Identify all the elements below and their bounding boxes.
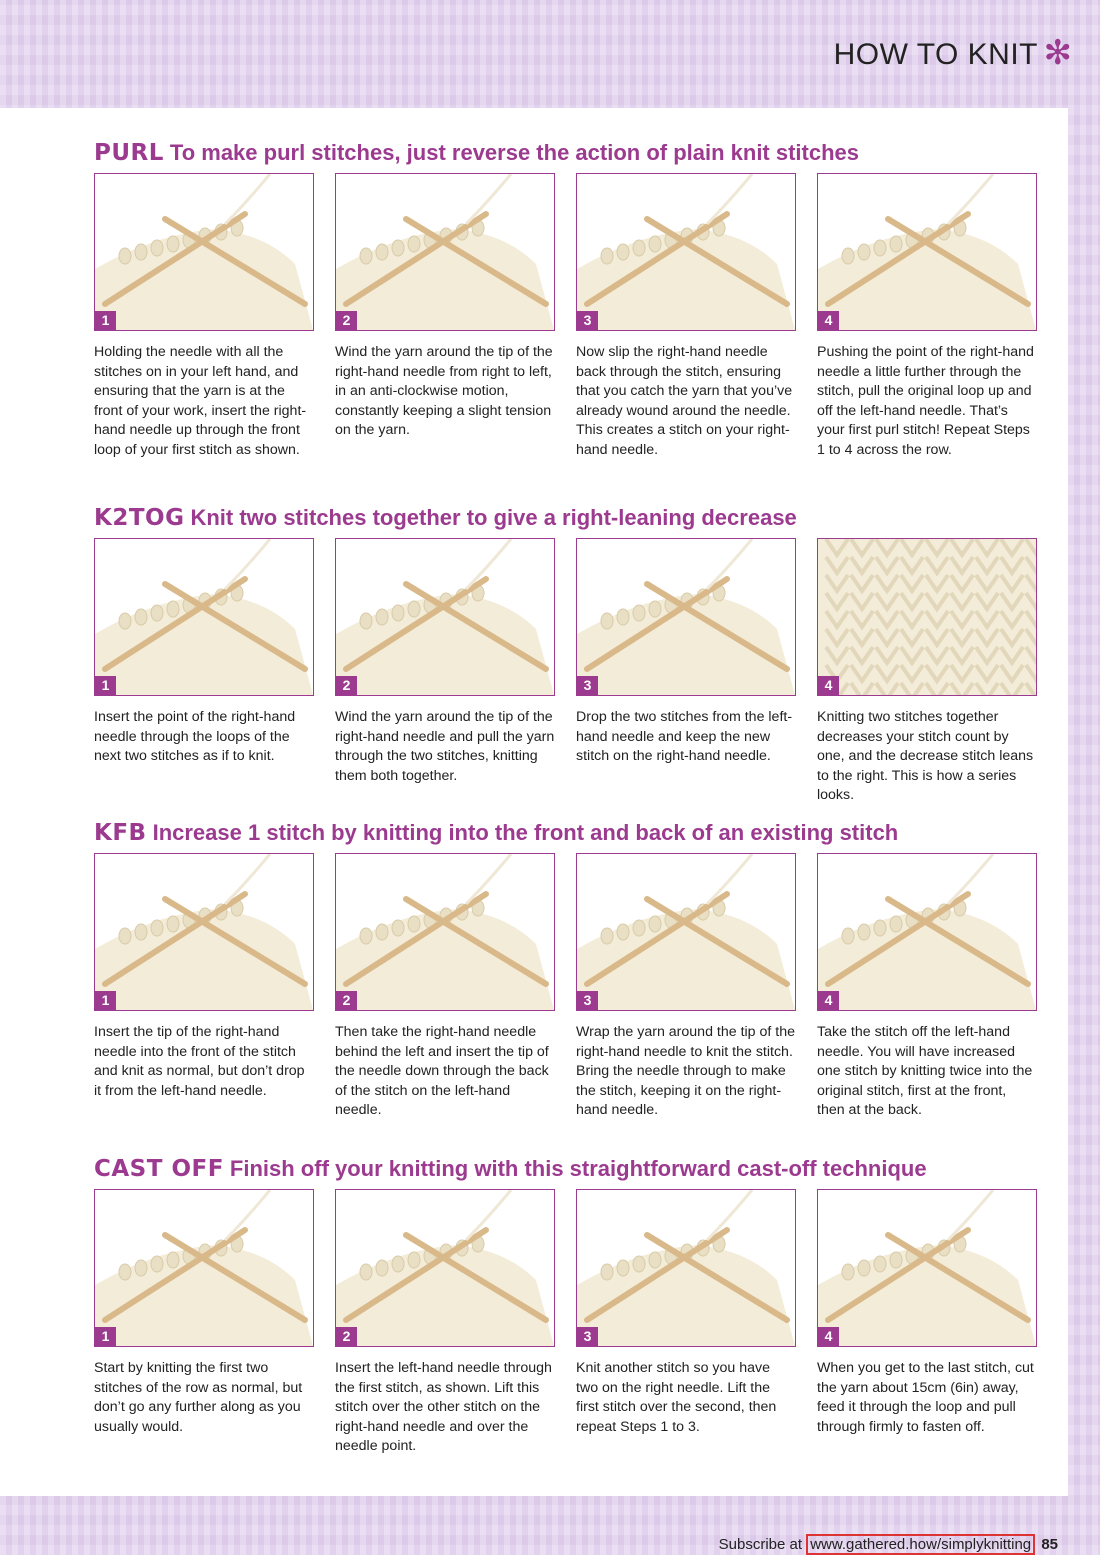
step-number-badge: 1	[95, 1327, 116, 1346]
step-card	[576, 538, 796, 767]
section-title	[94, 819, 1044, 847]
section-keyword: K2TOG	[94, 505, 185, 531]
step-photo	[335, 853, 555, 1011]
section-subtitle: To make purl stitches, just reverse the action of plain knit stitches	[169, 140, 860, 165]
footer-subscribe-text: Subscribe at	[718, 1536, 803, 1553]
section-title	[94, 504, 1044, 532]
step-card	[94, 538, 314, 767]
step-card	[94, 173, 314, 460]
step-card	[335, 1189, 555, 1457]
knitting-illustration	[818, 539, 1036, 695]
step-number-badge: 2	[336, 991, 357, 1010]
knitting-illustration	[336, 174, 554, 330]
knitting-illustration	[577, 854, 795, 1010]
step-number-badge: 2	[336, 1327, 357, 1346]
knitting-illustration	[336, 539, 554, 695]
section-k2tog	[94, 504, 1044, 803]
step-photo	[335, 538, 555, 696]
section-cast-off	[94, 1155, 1044, 1454]
step-number-badge: 4	[818, 311, 839, 330]
step-number-badge: 2	[336, 676, 357, 695]
step-caption: Wind the yarn around the tip of the right-hand needle and pull the yarn through the two stitches, knitting them both together.	[335, 709, 555, 784]
step-number-badge: 3	[577, 1327, 598, 1346]
section-title	[94, 139, 1044, 167]
section-keyword: CAST OFF	[94, 1156, 224, 1182]
step-number-badge: 2	[336, 311, 357, 330]
flower-star-icon: ✻	[1043, 34, 1072, 72]
step-photo	[817, 538, 1037, 696]
knitting-illustration	[336, 1190, 554, 1346]
step-caption: Insert the left-hand needle through the first stitch, as shown. Lift this stitch over the other stitch on the right-hand needle and over the needle point.	[335, 1360, 552, 1454]
step-caption: Wind the yarn around the tip of the right-hand needle from right to left, in an anti-clockwise motion, constantly keeping a slight tension on the yarn.	[335, 344, 553, 438]
step-card	[576, 173, 796, 460]
step-card	[335, 853, 555, 1121]
step-caption: Now slip the right-hand needle back through the stitch, ensuring that you catch the yarn that you’ve already wound around the needle. This creates a stitch on your right-hand needle.	[576, 344, 793, 458]
step-card	[94, 853, 314, 1101]
step-photo	[817, 173, 1037, 331]
step-number-badge: 1	[95, 311, 116, 330]
step-photo	[335, 1189, 555, 1347]
step-caption: Insert the tip of the right-hand needle into the front of the stitch and knit as normal, but don’t drop it from the left-hand needle.	[94, 1024, 305, 1099]
page-header-title: HOW TO KNIT	[833, 38, 1038, 71]
step-list	[94, 1189, 1044, 1509]
knitting-illustration	[818, 174, 1036, 330]
step-photo	[335, 173, 555, 331]
step-list	[94, 538, 1044, 858]
step-caption: Wrap the yarn around the tip of the right-hand needle to knit the stitch. Bring the needle through to make the stitch, keeping it on the right-hand needle.	[576, 1024, 795, 1118]
section-subtitle: Finish off your knitting with this straightforward cast-off technique	[229, 1156, 927, 1181]
step-photo	[94, 853, 314, 1011]
step-photo	[94, 173, 314, 331]
section-keyword: KFB	[94, 820, 147, 846]
step-caption: Knit another stitch so you have two on the right needle. Lift the first stitch over the second, then repeat Steps 1 to 3.	[576, 1360, 777, 1435]
knitting-illustration	[95, 1190, 313, 1346]
section-purl	[94, 139, 1044, 458]
step-number-badge: 4	[818, 676, 839, 695]
page-number: 85	[1041, 1536, 1058, 1553]
knitting-illustration	[577, 174, 795, 330]
step-number-badge: 3	[577, 311, 598, 330]
step-number-badge: 1	[95, 676, 116, 695]
step-caption: Drop the two stitches from the left-hand needle and keep the new stitch on the right-hand needle.	[576, 709, 793, 764]
step-number-badge: 3	[577, 676, 598, 695]
step-caption: Insert the point of the right-hand needle through the loops of the next two stitches as if to knit.	[94, 709, 296, 764]
step-caption: When you get to the last stitch, cut the yarn about 15cm (6in) away, feed it through the loop and pull through firmly to fasten off.	[817, 1360, 1034, 1435]
step-photo	[817, 853, 1037, 1011]
step-caption: Knitting two stitches together decreases your stitch count by one, and the decrease stitch leans to the right. This is how a series looks.	[817, 709, 1034, 803]
section-subtitle: Increase 1 stitch by knitting into the front and back of an existing stitch	[152, 820, 899, 845]
step-card	[576, 1189, 796, 1437]
step-photo	[576, 538, 796, 696]
step-photo	[94, 1189, 314, 1347]
step-card	[94, 1189, 314, 1437]
section-keyword: PURL	[94, 140, 164, 166]
knitting-illustration	[577, 539, 795, 695]
knitting-illustration	[818, 854, 1036, 1010]
section-title	[94, 1155, 1044, 1183]
step-caption: Pushing the point of the right-hand needle a little further through the stitch, pull the original loop up and off the left-hand needle. That’s your first purl stitch! Repeat Steps 1 to 4 across the row.	[817, 344, 1034, 458]
knitting-illustration	[95, 854, 313, 1010]
step-card	[576, 853, 796, 1121]
step-card	[817, 1189, 1037, 1437]
step-photo	[817, 1189, 1037, 1347]
step-number-badge: 4	[818, 991, 839, 1010]
step-number-badge: 3	[577, 991, 598, 1010]
step-card	[817, 538, 1037, 806]
step-card	[817, 853, 1037, 1121]
subscribe-link[interactable]: www.gathered.how/simplyknitting	[806, 1534, 1035, 1555]
step-number-badge: 1	[95, 991, 116, 1010]
section-kfb	[94, 819, 1044, 1118]
page-footer	[719, 1536, 1058, 1553]
step-photo	[94, 538, 314, 696]
knitting-illustration	[95, 174, 313, 330]
step-card	[817, 173, 1037, 460]
step-photo	[576, 1189, 796, 1347]
step-card	[335, 538, 555, 786]
step-list	[94, 173, 1044, 493]
knitting-illustration	[336, 854, 554, 1010]
step-photo	[576, 173, 796, 331]
step-caption: Start by knitting the first two stitches of the row as normal, but don’t go any further along as you usually would.	[94, 1360, 303, 1435]
step-caption: Then take the right-hand needle behind the left and insert the tip of the needle down through the back of the stitch on the left-hand needle.	[335, 1024, 549, 1118]
section-subtitle: Knit two stitches together to give a right-leaning decrease	[190, 505, 797, 530]
step-caption: Holding the needle with all the stitches on in your left hand, and ensuring that the yarn is at the front of your work, insert the right-hand needle up through the front loop of your first stitch as shown.	[94, 344, 307, 458]
knitting-illustration	[577, 1190, 795, 1346]
step-list	[94, 853, 1044, 1173]
knitting-illustration	[818, 1190, 1036, 1346]
knitting-illustration	[95, 539, 313, 695]
step-caption: Take the stitch off the left-hand needle. You will have increased one stitch by knitting twice into the original stitch, first at the front, then at the back.	[817, 1024, 1033, 1118]
step-photo	[576, 853, 796, 1011]
step-card	[335, 173, 555, 441]
step-number-badge: 4	[818, 1327, 839, 1346]
